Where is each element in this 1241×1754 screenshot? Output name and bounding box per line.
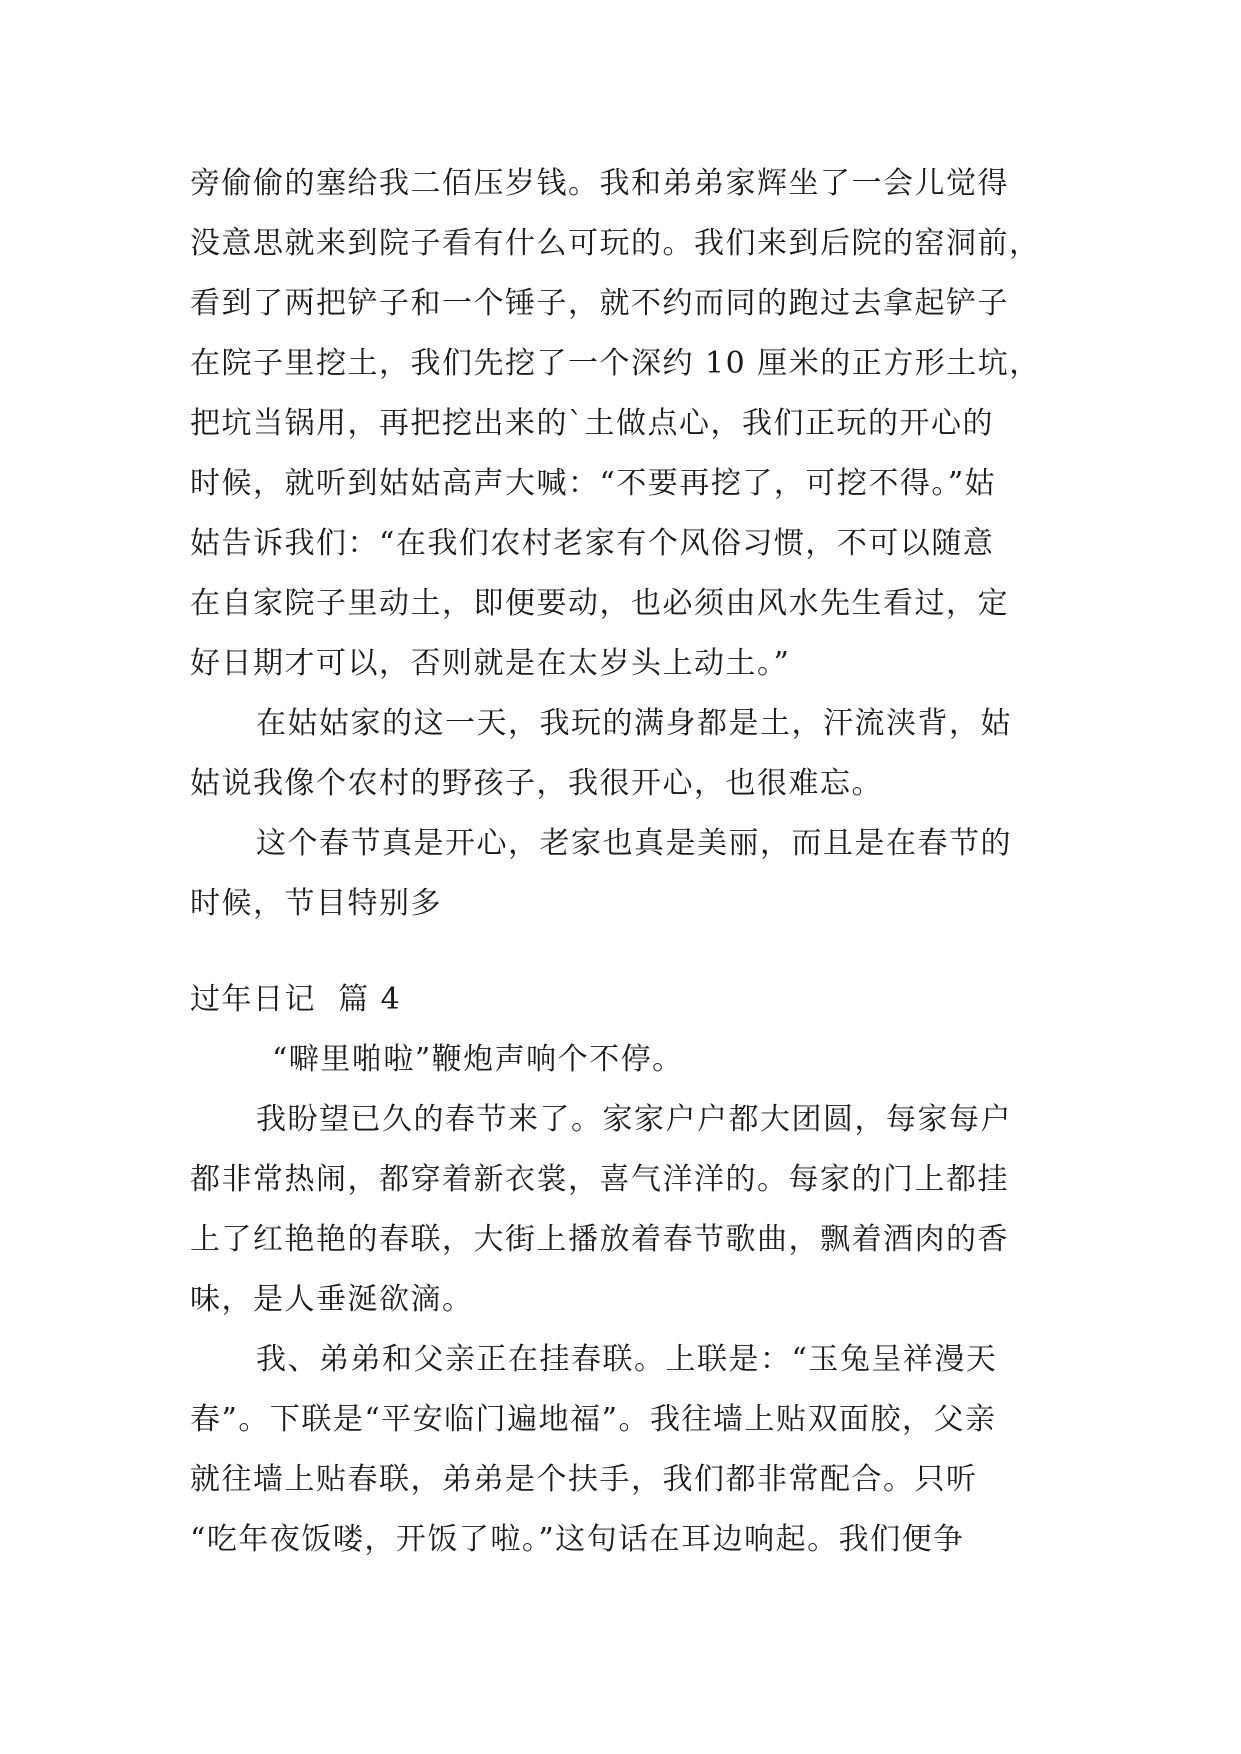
text-line: 时候，就听到姑姑高声大喊：“不要再挖了，可挖不得。”姑 <box>190 466 997 501</box>
text-line: “噼里啪啦”鞭炮声响个不停。 <box>272 1042 684 1077</box>
text-line: 上了红艳艳的春联，大街上播放着春节歌曲，飘着酒肉的香 <box>190 1222 1009 1257</box>
text-line: 春”。下联是“平安临门遍地福”。我往墙上贴双面胶，父亲 <box>190 1402 997 1437</box>
text-line: 姑告诉我们：“在我们农村老家有个风俗习惯，不可以随意 <box>190 526 995 561</box>
text-line: 旁偷偷的塞给我二佰压岁钱。我和弟弟家辉坐了一会儿觉得 <box>190 166 1009 201</box>
text-line: 姑说我像个农村的野孩子，我很开心，也很难忘。 <box>190 766 883 801</box>
text-line: 把坑当锅用，再把挖出来的`土做点心，我们正玩的开心的 <box>190 406 994 441</box>
text-line: 在院子里挖土，我们先挖了一个深约 10 厘米的正方形土坑， <box>190 346 1041 381</box>
text-line: 就往墙上贴春联，弟弟是个扶手，我们都非常配合。只听 <box>190 1462 978 1497</box>
text-line: 在姑姑家的这一天，我玩的满身都是土，汗流浃背，姑 <box>256 706 1012 741</box>
text-line: 没意思就来到院子看有什么可玩的。我们来到后院的窑洞前， <box>190 226 1041 261</box>
text-line: 我盼望已久的春节来了。家家户户都大团圆，每家每户 <box>256 1102 1012 1137</box>
text-line: 味，是人垂涎欲滴。 <box>190 1282 474 1317</box>
text-line: “吃年夜饭喽，开饭了啦。”这句话在耳边响起。我们便争 <box>190 1522 965 1557</box>
text-line: 看到了两把铲子和一个锤子，就不约而同的跑过去拿起铲子 <box>190 286 1009 321</box>
text-line: 好日期才可以，否则就是在太岁头上动土。” <box>190 646 791 681</box>
text-line: 在自家院子里动土，即便要动，也必须由风水先生看过，定 <box>190 586 1009 621</box>
section-title: 过年日记 篇 4 <box>190 982 402 1017</box>
text-line: 时候，节目特别多 <box>190 886 442 921</box>
text-line: 这个春节真是开心，老家也真是美丽，而且是在春节的 <box>256 826 1012 861</box>
text-line: 我、弟弟和父亲正在挂春联。上联是：“玉兔呈祥漫天 <box>256 1342 998 1377</box>
text-line: 都非常热闹，都穿着新衣裳，喜气洋洋的。每家的门上都挂 <box>190 1162 1009 1197</box>
